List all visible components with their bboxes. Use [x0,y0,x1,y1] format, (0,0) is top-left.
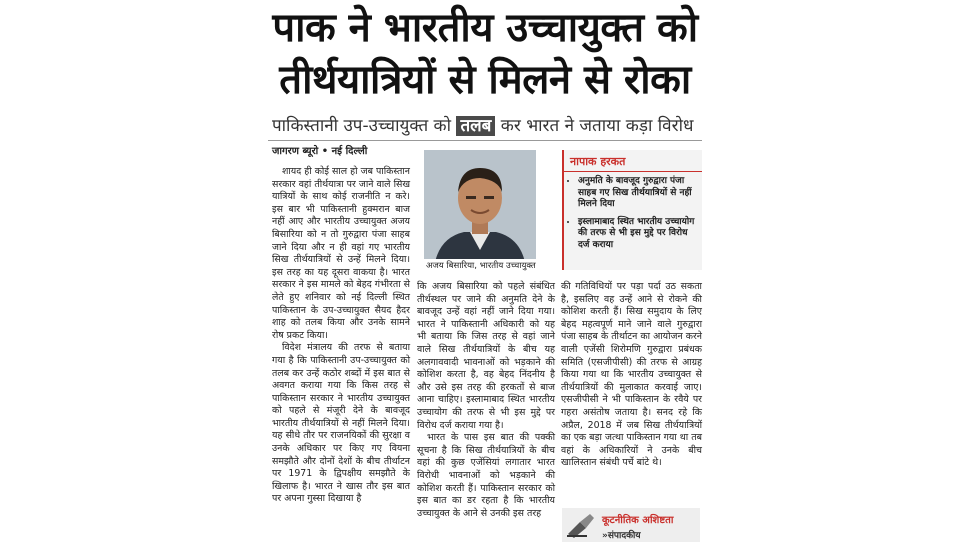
editorial-title: कूटनीतिक अशिष्टता [602,515,674,526]
subheadline-after: कर भारत ने जताया कड़ा विरोध [500,116,694,136]
subheadline-highlight: तलब [456,116,495,136]
divider [268,140,702,141]
subheadline [272,114,702,138]
byline: जागरण ब्यूरो • नई दिल्ली [272,146,368,157]
list-item: • इस्लामाबाद स्थित भारतीय उच्चायोग की तरफ से भी इस मुद्दे पर विरोध दर्ज कराया [578,217,696,252]
headline-line-1: पाक ने भारतीय उच्चायुक्त को [272,5,698,51]
paragraph: की गतिविधियों पर पड़ा पर्दा उठ सकता है, इसलिए वह उन्हें आने से रोकने की कोशिश करती हैं। सिख समुदाय के लिए बेहद महत्वपूर्ण माने जाने वाले गुरुद्वारा पंजा साहब के तीर्थाटन का आयोजन करने वाली एजेंसी शिरोमणि गुरुद्वारा प्रबंधक समिति (एसजीपीसी) की तरफ से आग्रह किया गया था कि भारतीय उच्चायुक्त से तीर्थयात्रियों की मुलाकात करवाई जाए। एसजीपीसी ने भी पाकिस्तान के रवैये पर गहरा असंतोष जताया है। सनद रहे कि अप्रैल, 2018 में जब सिख तीर्थयात्रियों का एक बड़ा जत्था पाकिस्तान गया था तब वहां के अधिकारियों ने उनके बीच खालिस्तान संबंधी पर्चे बांटे थे। [561,281,702,469]
paragraph: कि अजय बिसारिया को पहले संबंधित तीर्थस्थल पर जाने की अनुमति देने के बावजूद उन्हें वहां नहीं जाने दिया गया। भारत ने पाकिस्तानी अधिकारी को यह भी बताया कि जिस तरह से वहां जाने वाले सिख तीर्थयात्रियों के बीच यह अलगाववादी भावनाओं को भड़काने की कोशिश करता है, वह बेहद निंदनीय है और उसे इस तरह की हरकतों से बाज आना चाहिए। इस्लामाबाद स्थित भारतीय उच्चायोग की तरफ से भी इस मुद्दे पर विरोध दर्ज कराया गया है। [417,281,555,431]
paragraph: भारत के पास इस बात की पक्की सूचना है कि सिख तीर्थयात्रियों के बीच वहां की कुछ एजेंसियां लगातार भारत विरोधी भावनाओं को भड़काने की कोशिश करती हैं। पाकिस्तान सरकार को इस बात का डर रहता है कि भारतीय उच्चायुक्त के आने से उनकी इस तरह [417,432,555,519]
editorial-reference [562,508,700,542]
headline-line-2: तीर्थयात्रियों से मिलने से रोका [279,57,691,103]
person-icon [424,150,536,268]
newspaper-clipping [268,0,702,545]
list-item: • अनुमति के बावजूद गुरुद्वारा पंजा साहब गए सिख तीर्थयात्रियों से नहीं मिलने दिया [578,176,696,211]
sidebar-box [562,150,702,270]
editorial-label: »संपादकीय [602,531,641,541]
article-column-1 [272,166,410,506]
portrait-photo [424,150,536,268]
paragraph: विदेश मंत्रालय की तरफ से बताया गया है कि पाकिस्तानी उप-उच्चायुक्त को तलब कर उन्हें कठोर शब्दों में इस बात से अवगत कराया गया कि किस तरह से पाकिस्तान सरकार ने भारतीय उच्चायुक्त को पहले से मंजूरी देने के बावजूद भारतीय तीर्थयात्रियों से नहीं मिलने दिया। यह सीधे तौर पर राजनयिकों की सुरक्षा व उनके अधिकार पर किए गए वियना समझौते और दोनों देशों के बीच तीर्थाटन पर 1971 के द्विपक्षीय समझौते के खिलाफ है। भारत ने खास तौर इस बात पर अपना गुस्सा दिखाया है [272,342,410,505]
sidebar-list [564,176,702,251]
subheadline-before: पाकिस्तानी उप-उच्चायुक्त को [272,116,452,136]
sidebar-title: नापाक हरकत [564,150,702,172]
paragraph: शायद ही कोई साल हो जब पाकिस्तान सरकार वहां तीर्थयात्रा पर जाने वाले सिख यात्रियों के साथ कोई राजनीति न करे। इस बार भी पाकिस्तानी हुक्मरान बाज नहीं आए और भारतीय उच्चायुक्त अजय बिसारिया को न तो गुरुद्वारा पंजा साहब जाने दिया और न ही वहां गए भारतीय सिख तीर्थयात्रियों से उन्हें मिलने दिया। इस तरह का यह दूसरा वाकया है। भारत सरकार ने इस मामले को बेहद गंभीरता से लेते हुए शनिवार को नई दिल्ली स्थित पाकिस्तान के उप-उच्चायुक्त सैयद हैदर शाह को तलब किया और उनके सामने रोष प्रकट किया। [272,166,410,341]
article-column-3 [561,281,702,470]
article-column-2 [417,281,555,520]
photo-caption: अजय बिसारिया, भारतीय उच्चायुक्त [424,259,568,272]
writing-hand-icon [566,512,596,538]
